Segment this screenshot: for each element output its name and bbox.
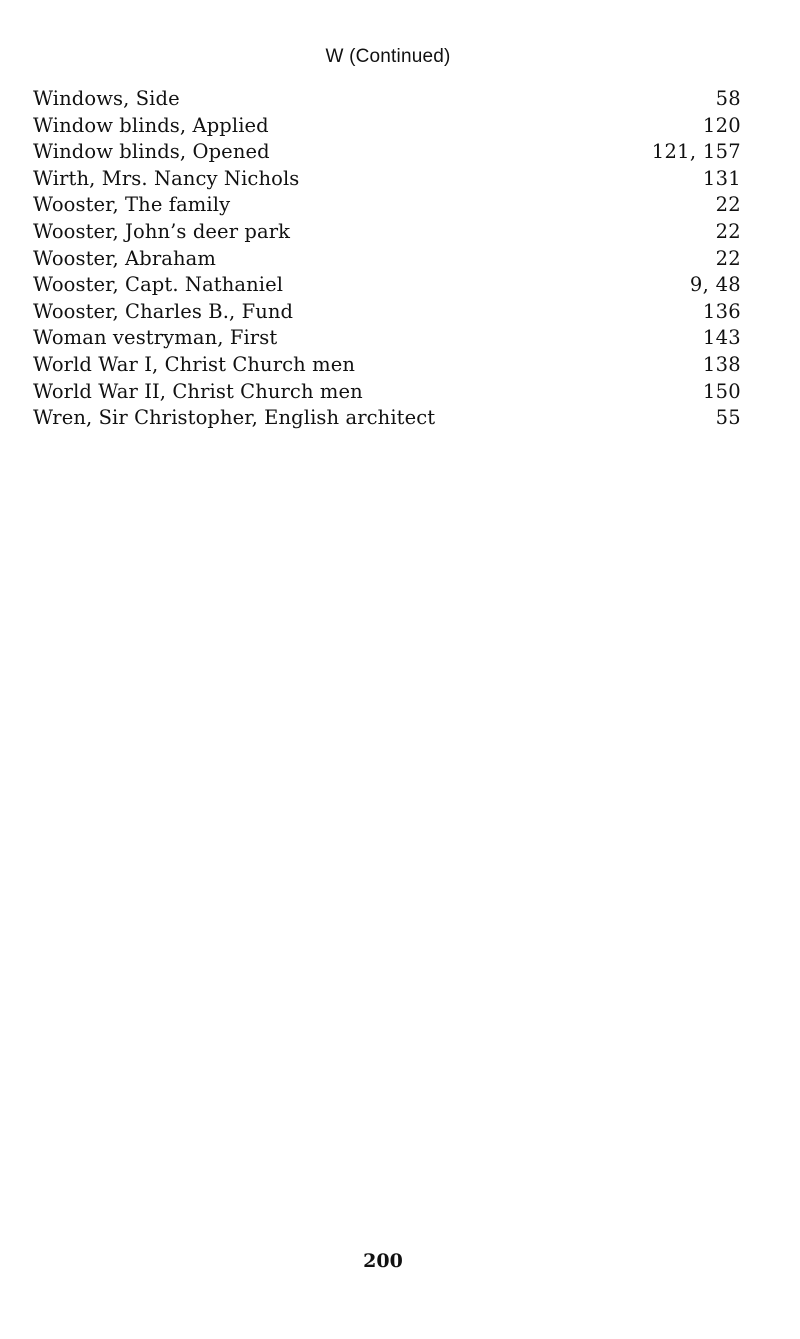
entry-pages: 120 [702, 113, 741, 137]
entry-pages: 58 [715, 87, 741, 110]
entry-pages: 136 [702, 299, 741, 323]
index-entry [33, 166, 741, 193]
index-entry [33, 352, 741, 379]
index-entry [33, 219, 741, 246]
entry-pages: 22 [715, 219, 741, 243]
entry-text: Wirth, Mrs. Nancy Nichols [33, 166, 300, 190]
index-entry [33, 272, 741, 299]
entry-pages: 143 [702, 326, 741, 350]
entry-text: World War I, Christ Church men [33, 352, 355, 376]
entry-text: Window blinds, Opened [33, 140, 270, 164]
index-list [33, 86, 741, 432]
index-entry [33, 379, 741, 406]
entry-text: Wooster, The family [33, 193, 231, 217]
entry-text: Woman vestryman, First [33, 326, 278, 350]
entry-pages: 131 [702, 166, 741, 190]
index-entry [33, 113, 741, 140]
entry-text: Wooster, John’s deer park [33, 219, 291, 243]
index-entry [33, 192, 741, 219]
index-entry [33, 299, 741, 326]
entry-text: World War II, Christ Church men [33, 379, 363, 403]
index-entry [33, 405, 741, 432]
section-heading: W (Continued) [325, 46, 451, 67]
entry-pages: 22 [715, 193, 741, 217]
entry-text: Window blinds, Applied [33, 113, 269, 137]
entry-pages: 138 [702, 352, 741, 376]
index-entry [33, 325, 741, 352]
entry-text: Wooster, Capt. Nathaniel [33, 273, 284, 297]
entry-pages: 150 [702, 379, 741, 403]
entry-text: Wooster, Charles B., Fund [33, 299, 294, 323]
entry-pages: 22 [715, 246, 741, 270]
entry-text: Wooster, Abraham [33, 246, 216, 270]
page-number: 200 [363, 1250, 403, 1272]
entry-pages: 9, 48 [689, 273, 741, 297]
index-entry [33, 139, 741, 166]
index-entry [33, 246, 741, 273]
entry-text: Windows, Side [33, 87, 180, 110]
entry-text: Wren, Sir Christopher, English architect [33, 406, 436, 430]
entry-pages: 55 [715, 406, 741, 430]
index-entry [33, 86, 741, 113]
entry-pages: 121, 157 [651, 140, 741, 164]
